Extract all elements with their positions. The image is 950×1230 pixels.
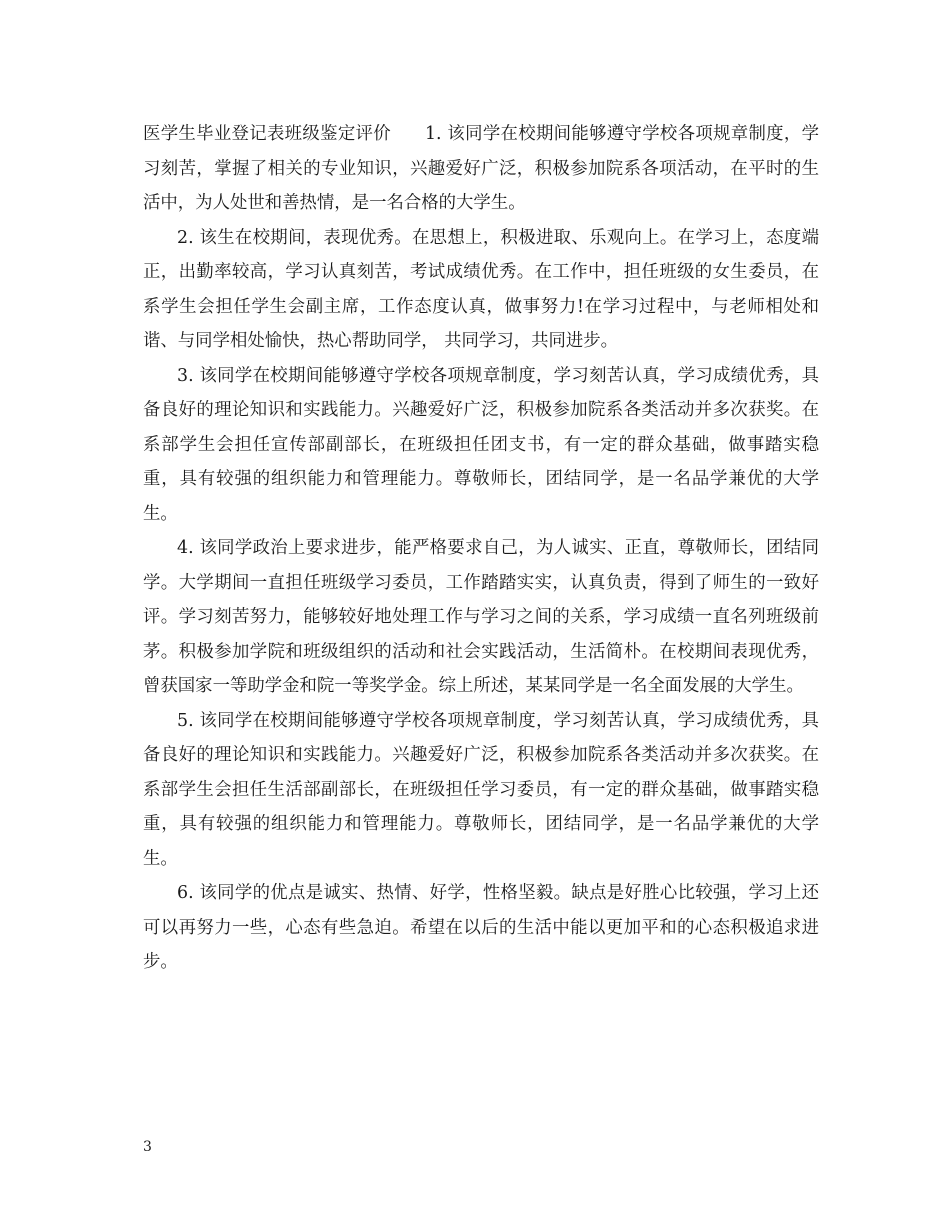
paragraph-2: 2. 该生在校期间，表现优秀。在思想上，积极进取、乐观向上。在学习上，态度端正，出勤率较高，学习认真刻苦，考试成绩优秀。在工作中，担任班级的女生委员，在系学生会担任学生会副主席，工作态度认真，做事努力!在学习过程中，与老师相处和谐、与同学相处愉快，热心帮助同学， 共同学习，共同进步。: [143, 227, 819, 351]
paragraph-3: 3. 该同学在校期间能够遵守学校各项规章制度，学习刻苦认真，学习成绩优秀，具备良好的理论知识和实践能力。兴趣爱好广泛，积极参加院系各类活动并多次获奖。在系部学生会担任宣传部副部长，在班级担任团支书，有一定的群众基础，做事踏实稳重，具有较强的组织能力和管理能力。尊敬师长，团结同学，是一名品学兼优的大学生。: [143, 365, 819, 524]
document-title: 医学生毕业登记表班级鉴定评价: [143, 124, 391, 144]
paragraph-1-text: 1. 该同学在校期间能够遵守学校各项规章制度，学习刻苦，掌握了相关的专业知识，兴趣爱好广泛，积极参加院系各项活动，在平时的生活中，为人处世和善热情，是一名合格的大学生。: [143, 124, 819, 213]
paragraph-6: 6. 该同学的优点是诚实、热情、好学，性格坚毅。缺点是好胜心比较强，学习上还可以再努力一些，心态有些急迫。希望在以后的生活中能以更加平和的心态积极追求进步。: [143, 883, 819, 972]
page-number: 3: [143, 1139, 152, 1155]
paragraph-5: 5. 该同学在校期间能够遵守学校各项规章制度，学习刻苦认真，学习成绩优秀，具备良好的理论知识和实践能力。兴趣爱好广泛，积极参加院系各类活动并多次获奖。在系部学生会担任生活部副部长，在班级担任学习委员，有一定的群众基础，做事踏实稳重，具有较强的组织能力和管理能力。尊敬师长，团结同学，是一名品学兼优的大学生。: [143, 710, 819, 869]
paragraph-4: 4. 该同学政治上要求进步，能严格要求自己，为人诚实、正直，尊敬师长，团结同学。大学期间一直担任班级学习委员，工作踏踏实实，认真负责，得到了师生的一致好评。学习刻苦努力，能够较好地处理工作与学习之间的关系，学习成绩一直名列班级前茅。积极参加学院和班级组织的活动和社会实践活动，生活简朴。在校期间表现优秀，曾获国家一等助学金和院一等奖学金。综上所述，某某同学是一名全面发展的大学生。: [143, 538, 819, 696]
document-body: [143, 117, 819, 980]
paragraph-1: [143, 117, 819, 221]
